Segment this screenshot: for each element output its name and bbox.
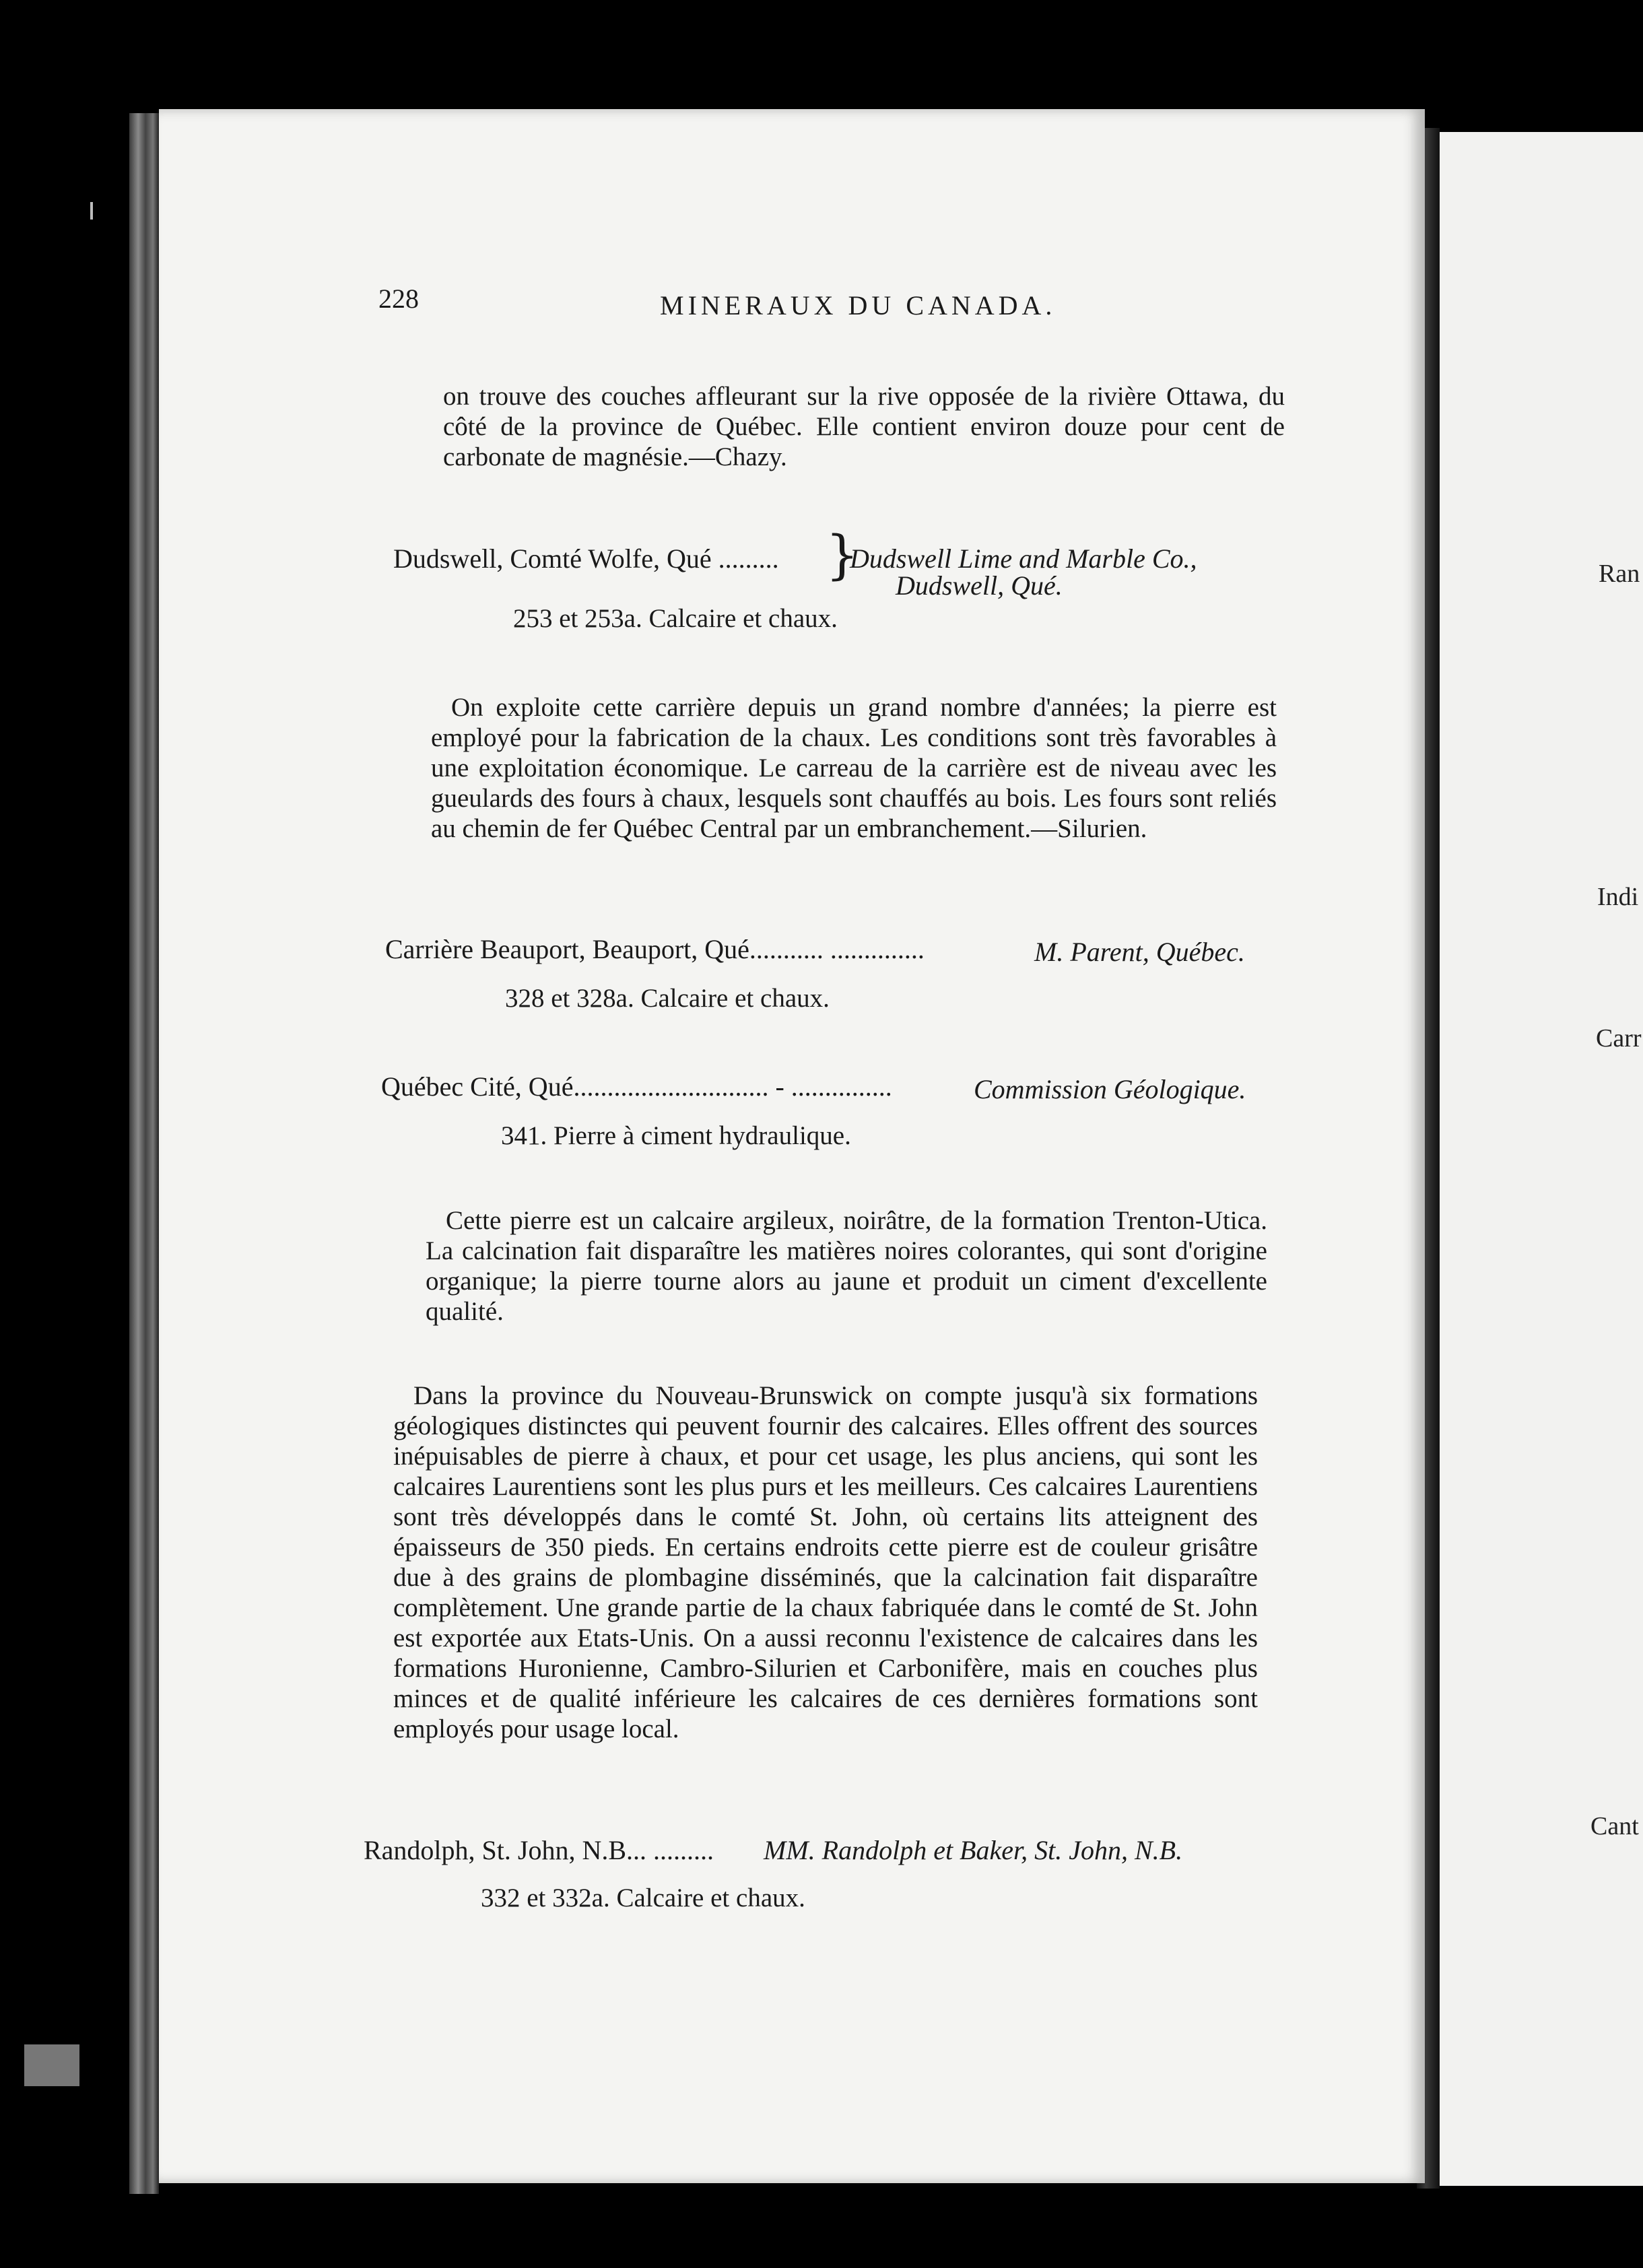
intro-text: on trouve des couches affleurant sur la rive opposée de la rivière Ottawa, du côté de la province de Québec. Elle contient environ douze pour cent de carbonate de magnésie.—Chazy.	[443, 382, 1285, 471]
facing-page	[1438, 132, 1643, 2186]
running-head: MINERAUX DU CANADA.	[660, 290, 1057, 321]
brace-glyph: }	[826, 525, 859, 586]
page-number: 228	[378, 284, 419, 314]
dudswell-entry-owner-2	[896, 570, 1063, 601]
randolph-sample: 332 et 332a. Calcaire et chaux.	[481, 1883, 805, 1912]
beauport-entry-place: Carrière Beauport, Beauport, Qué........... ..............	[385, 934, 925, 964]
quebec-paragraph	[426, 1205, 1267, 1327]
dudswell-sample: 253 et 253a. Calcaire et chaux.	[513, 604, 838, 633]
book-edge	[129, 113, 159, 2194]
quebec-sample: 341. Pierre à ciment hydraulique.	[501, 1121, 851, 1150]
scan-smudge	[24, 2044, 79, 2086]
quebec-text: Cette pierre est un calcaire argileux, noirâtre, de la formation Trenton-Utica. La calcination fait disparaître les matières noires colorantes, qui sont d'origine organique; la pierre tourne alors au jaune et produit un ciment d'excellente qualité.	[426, 1206, 1267, 1326]
facing-fragment: Ran	[1599, 560, 1640, 588]
beauport-owner: M. Parent, Québec.	[1034, 937, 1245, 967]
randolph-entry-owner	[764, 1834, 1182, 1866]
facing-fragment: Indi	[1597, 883, 1639, 911]
dudswell-entry-place: Dudswell, Comté Wolfe, Qué .........	[393, 543, 779, 574]
beauport-entry-owner	[1034, 936, 1245, 968]
randolph-entry-place: Randolph, St. John, N.B... .........	[364, 1835, 714, 1865]
quebec-entry-owner	[974, 1073, 1246, 1105]
scan-speck	[90, 202, 93, 220]
facing-fragment: Carr	[1596, 1024, 1642, 1053]
facing-fragment: Cant	[1590, 1812, 1639, 1840]
dudswell-text: On exploite cette carrière depuis un grand nombre d'années; la pierre est employé pour la fabrication de la chaux. Les conditions sont très favorables à une exploitation économique. Le carreau de la carrière est de niveau avec les gueulards des fours à chaux, lesquels sont chauffés au bois. Les fours sont reliés au chemin de fer Québec Central par un embranchement.—Silurien.	[431, 693, 1277, 843]
owner-line-1: Dudswell Lime and Marble Co.,	[850, 543, 1197, 574]
beauport-sample: 328 et 328a. Calcaire et chaux.	[505, 984, 830, 1013]
dudswell-paragraph	[431, 692, 1277, 844]
owner-line-2: Dudswell, Qué.	[896, 570, 1063, 601]
quebec-entry-place: Québec Cité, Qué............................. - ...............	[381, 1071, 892, 1102]
intro-paragraph	[443, 381, 1285, 472]
randolph-owner: MM. Randolph et Baker, St. John, N.B.	[764, 1835, 1183, 1865]
nb-text: Dans la province du Nouveau-Brunswick on compte jusqu'à six formations géologiques distinctes qui peuvent fournir des calcaires. Elles offrent des sources inépuisables de pierre à chaux, et pour cet usage, les plus anciens, qui sont les calcaires Laurentiens sont les plus purs et les meilleurs. Ces calcaires Laurentiens sont très développés dans le comté St. John, où certains lits atteignent des épaisseurs de 350 pieds. En certains endroits cette pierre est de couleur grisâtre due à des grains de plombagine disséminés, que la calcination fait disparaître complètement. Une grande partie de la chaux fabriquée dans le comté de St. John est exportée aux Etats-Unis. On a aussi reconnu l'existence de calcaires dans les formations Huronienne, Cambro-Silurien et Carbonifère, mais en couches plus minces et de qualité inférieure les calcaires de ces dernières formations sont employés pour usage local.	[393, 1381, 1258, 1743]
nb-paragraph	[393, 1380, 1258, 1744]
quebec-owner: Commission Géologique.	[974, 1074, 1246, 1104]
